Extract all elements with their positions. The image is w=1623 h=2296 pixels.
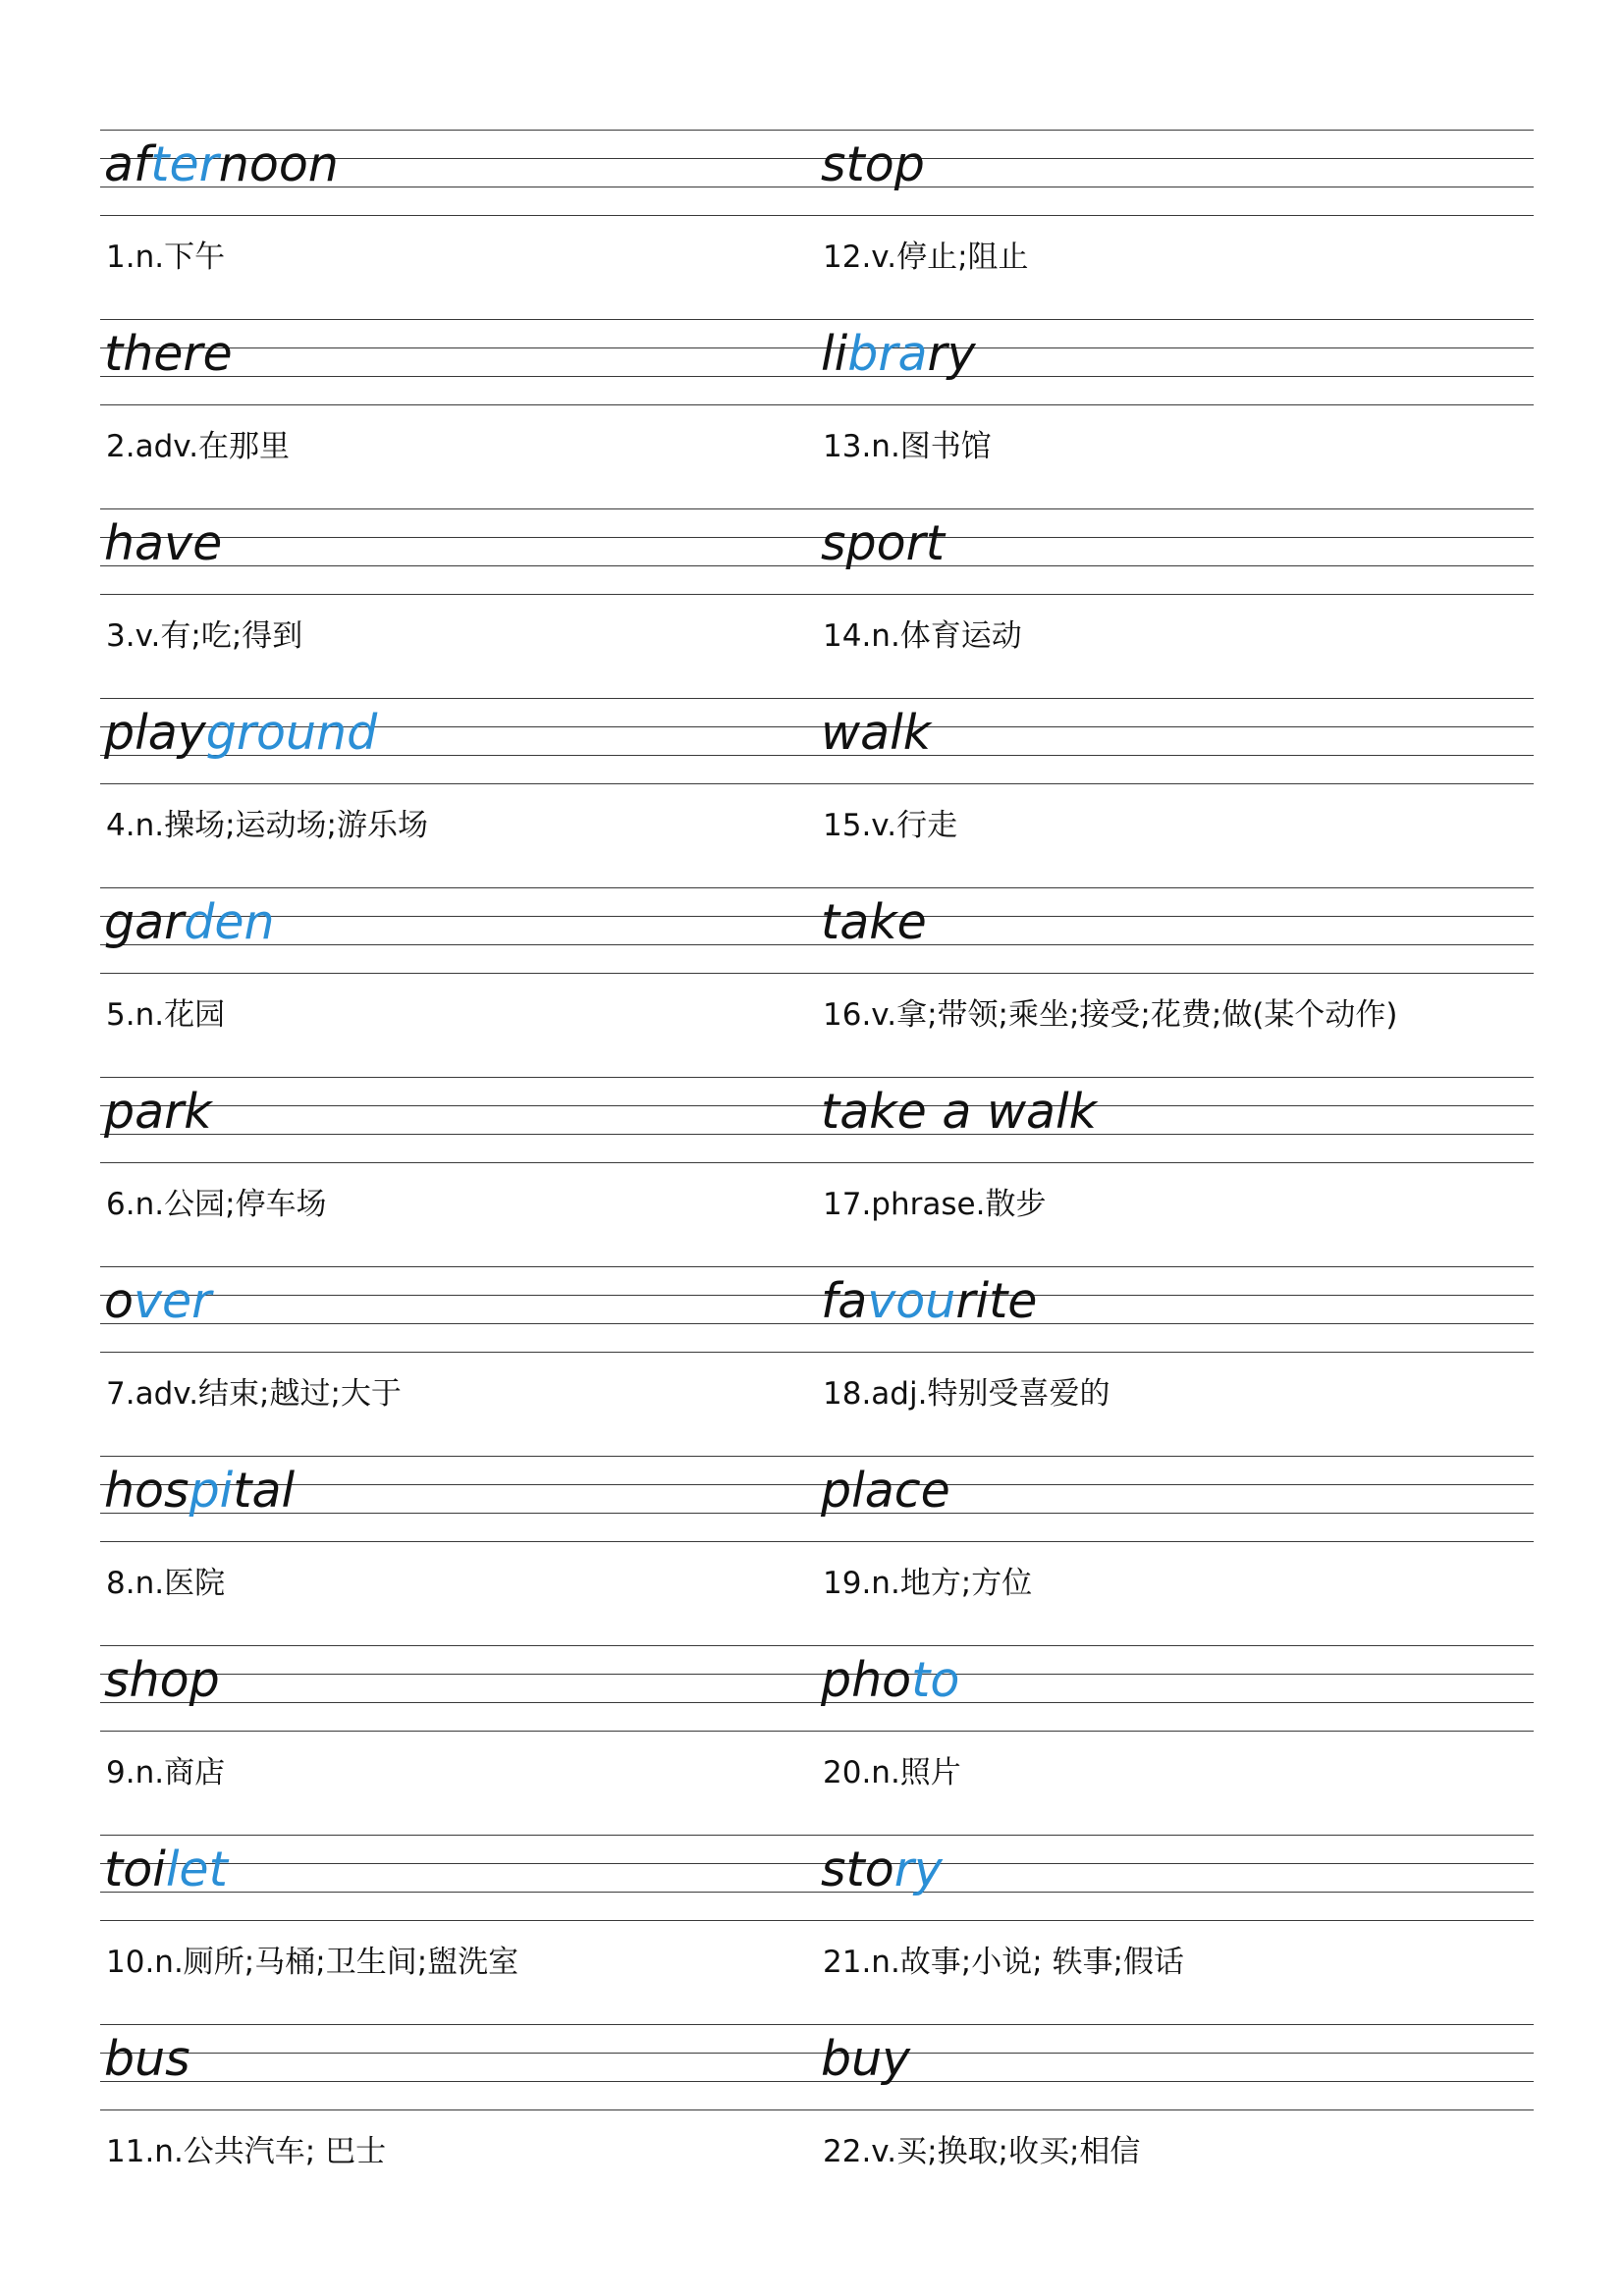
highlighted-syllable: ver	[133, 1273, 212, 1329]
guide-line	[817, 319, 1534, 320]
vocab-entry	[817, 508, 1534, 698]
vocab-entry	[100, 2024, 817, 2214]
word-syllable: have	[104, 515, 223, 571]
chinese-meaning: 2.adv.在那里	[106, 429, 291, 464]
highlighted-syllable: let	[165, 1842, 228, 1897]
english-word	[104, 1841, 228, 1899]
english-word	[104, 893, 275, 952]
handwriting-guide-lines	[817, 2024, 1534, 2110]
chinese-meaning: 3.v.有;吃;得到	[106, 618, 303, 654]
guide-line	[817, 783, 1534, 784]
highlighted-syllable: ground	[205, 705, 378, 761]
guide-line	[817, 404, 1534, 405]
word-syllable: stop	[821, 136, 925, 192]
english-word	[821, 135, 925, 194]
chinese-meaning: 15.v.行走	[823, 808, 958, 843]
highlighted-syllable: pi	[189, 1463, 234, 1519]
english-word	[821, 1651, 959, 1710]
guide-line	[100, 1731, 817, 1732]
guide-line	[100, 1162, 817, 1163]
word-syllable: play	[104, 705, 206, 761]
guide-line	[100, 973, 817, 974]
word-syllable: place	[821, 1463, 950, 1519]
guide-line	[100, 1077, 817, 1078]
guide-line	[100, 1541, 817, 1542]
guide-line	[100, 319, 817, 320]
vocab-entry	[817, 887, 1534, 1077]
highlighted-syllable: vou	[867, 1273, 956, 1329]
handwriting-guide-lines	[100, 2024, 817, 2110]
vocab-entry	[817, 1456, 1534, 1645]
highlighted-syllable: den	[184, 894, 275, 950]
english-word	[104, 1083, 212, 1142]
english-word	[821, 1083, 1097, 1142]
guide-line	[100, 215, 817, 216]
guide-line	[817, 1352, 1534, 1353]
vocab-entry	[817, 1645, 1534, 1835]
chinese-meaning: 21.n.故事;小说; 轶事;假话	[823, 1945, 1184, 1980]
english-word	[821, 325, 976, 384]
vocab-entry	[817, 130, 1534, 319]
guide-line	[100, 1920, 817, 1921]
english-word	[104, 1462, 295, 1521]
word-syllable: li	[821, 326, 848, 382]
guide-line	[817, 1266, 1534, 1267]
chinese-meaning: 10.n.厕所;马桶;卫生间;盥洗室	[106, 1945, 519, 1980]
chinese-meaning: 6.n.公园;停车场	[106, 1187, 327, 1222]
vocab-row	[100, 1456, 1534, 1645]
english-word	[104, 135, 339, 194]
guide-line	[100, 1645, 817, 1646]
guide-line	[100, 1835, 817, 1836]
chinese-meaning: 12.v.停止;阻止	[823, 240, 1029, 275]
word-syllable: gar	[104, 894, 185, 950]
word-syllable: toi	[104, 1842, 166, 1897]
chinese-meaning: 17.phrase.散步	[823, 1187, 1047, 1222]
word-syllable: bus	[104, 2031, 190, 2087]
word-syllable: noon	[218, 136, 339, 192]
chinese-meaning: 16.v.拿;带领;乘坐;接受;花费;做(某个动作)	[823, 997, 1398, 1033]
chinese-meaning: 14.n.体育运动	[823, 618, 1022, 654]
guide-line	[100, 2053, 817, 2054]
guide-line	[100, 594, 817, 595]
guide-line	[100, 1352, 817, 1353]
guide-line	[817, 2081, 1534, 2082]
guide-line	[817, 973, 1534, 974]
guide-line	[817, 1920, 1534, 1921]
guide-line	[100, 130, 817, 131]
guide-line	[817, 1162, 1534, 1163]
english-word	[104, 704, 377, 763]
english-word	[821, 1272, 1037, 1331]
guide-line	[100, 1266, 817, 1267]
guide-line	[100, 2109, 817, 2110]
vocab-entry	[100, 508, 817, 698]
word-syllable: af	[104, 136, 151, 192]
highlighted-syllable: ter	[150, 136, 219, 192]
guide-line	[817, 1731, 1534, 1732]
vocab-entry	[100, 698, 817, 887]
chinese-meaning: 4.n.操场;运动场;游乐场	[106, 808, 428, 843]
word-syllable: sport	[821, 515, 945, 571]
vocab-entry	[100, 1266, 817, 1456]
word-syllable: rite	[955, 1273, 1038, 1329]
vocab-row	[100, 1077, 1534, 1266]
vocab-entry	[817, 1266, 1534, 1456]
english-word	[821, 514, 945, 573]
vocab-entry	[100, 1456, 817, 1645]
chinese-meaning: 8.n.医院	[106, 1566, 226, 1601]
vocab-entry	[100, 1835, 817, 2024]
vocabulary-sheet	[100, 130, 1534, 2214]
english-word	[104, 2030, 190, 2089]
vocab-entry	[817, 1077, 1534, 1266]
guide-line	[100, 2081, 817, 2082]
guide-line	[817, 1456, 1534, 1457]
vocab-entry	[100, 319, 817, 508]
word-syllable: take a walk	[821, 1084, 1098, 1140]
guide-line	[817, 130, 1534, 131]
word-syllable: pho	[821, 1652, 912, 1708]
word-syllable: fa	[821, 1273, 868, 1329]
vocab-entry	[100, 1077, 817, 1266]
vocab-row	[100, 130, 1534, 319]
chinese-meaning: 20.n.照片	[823, 1755, 961, 1790]
word-syllable: buy	[821, 2031, 911, 2087]
vocab-row	[100, 319, 1534, 508]
english-word	[104, 1272, 211, 1331]
guide-line	[100, 887, 817, 888]
word-syllable: shop	[104, 1652, 220, 1708]
vocab-entry	[817, 1835, 1534, 2024]
guide-line	[100, 404, 817, 405]
chinese-meaning: 22.v.买;换取;收买;相信	[823, 2134, 1141, 2169]
english-word	[104, 325, 233, 384]
vocab-entry	[817, 2024, 1534, 2214]
chinese-meaning: 13.n.图书馆	[823, 429, 992, 464]
word-syllable: take	[821, 894, 927, 950]
vocab-row	[100, 887, 1534, 1077]
guide-line	[817, 2024, 1534, 2025]
vocab-row	[100, 1835, 1534, 2024]
english-word	[821, 704, 931, 763]
guide-line	[817, 1645, 1534, 1646]
english-word	[821, 1841, 943, 1899]
chinese-meaning: 11.n.公共汽车; 巴士	[106, 2134, 387, 2169]
vocab-entry	[100, 887, 817, 1077]
chinese-meaning: 5.n.花园	[106, 997, 226, 1033]
guide-line	[100, 1456, 817, 1457]
vocab-entry	[817, 319, 1534, 508]
chinese-meaning: 19.n.地方;方位	[823, 1566, 1033, 1601]
guide-line	[817, 594, 1534, 595]
vocab-row	[100, 698, 1534, 887]
word-syllable: there	[104, 326, 233, 382]
vocab-row	[100, 1645, 1534, 1835]
vocab-entry	[100, 1645, 817, 1835]
word-syllable: park	[104, 1084, 212, 1140]
word-syllable: walk	[821, 705, 932, 761]
vocab-row	[100, 1266, 1534, 1456]
guide-line	[100, 2024, 817, 2025]
chinese-meaning: 18.adj.特别受喜爱的	[823, 1376, 1110, 1412]
word-syllable: sto	[821, 1842, 894, 1897]
guide-line	[100, 508, 817, 509]
english-word	[821, 1462, 950, 1521]
english-word	[104, 1651, 220, 1710]
guide-line	[817, 215, 1534, 216]
word-syllable: tal	[233, 1463, 296, 1519]
highlighted-syllable: ry	[893, 1842, 943, 1897]
english-word	[821, 2030, 910, 2089]
guide-line	[817, 698, 1534, 699]
guide-line	[817, 1835, 1534, 1836]
guide-line	[817, 887, 1534, 888]
highlighted-syllable: to	[911, 1652, 960, 1708]
guide-line	[100, 783, 817, 784]
english-word	[821, 893, 927, 952]
vocab-entry	[100, 130, 817, 319]
guide-line	[817, 2109, 1534, 2110]
chinese-meaning: 7.adv.结束;越过;大于	[106, 1376, 402, 1412]
chinese-meaning: 1.n.下午	[106, 240, 226, 275]
word-syllable: hos	[104, 1463, 189, 1519]
guide-line	[817, 508, 1534, 509]
vocab-row	[100, 508, 1534, 698]
chinese-meaning: 9.n.商店	[106, 1755, 226, 1790]
guide-line	[817, 2053, 1534, 2054]
vocab-row	[100, 2024, 1534, 2214]
vocab-entry	[817, 698, 1534, 887]
guide-line	[817, 1541, 1534, 1542]
guide-line	[817, 1077, 1534, 1078]
highlighted-syllable: bra	[847, 326, 928, 382]
word-syllable: ry	[927, 326, 976, 382]
word-syllable: o	[104, 1273, 134, 1329]
guide-line	[100, 698, 817, 699]
english-word	[104, 514, 222, 573]
